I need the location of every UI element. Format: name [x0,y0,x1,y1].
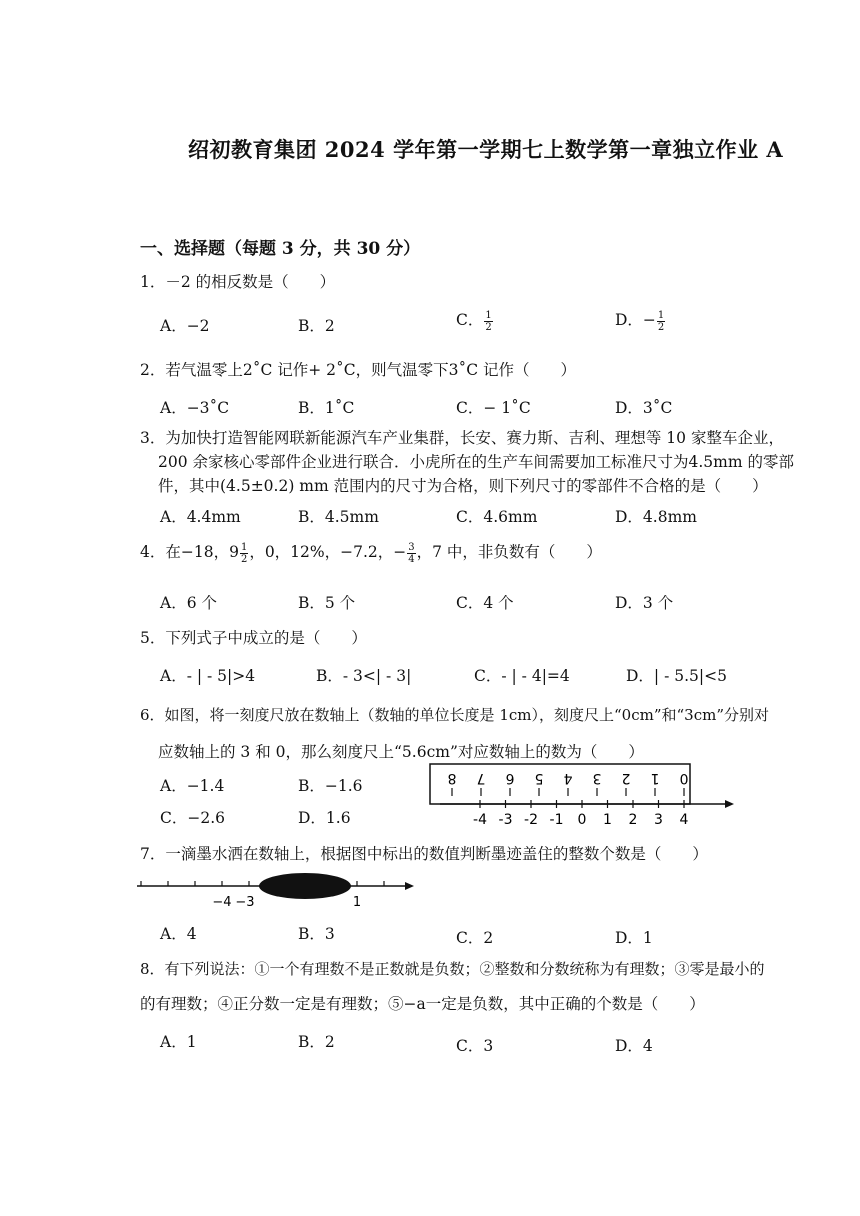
denominator: 2 [240,553,248,565]
ruler-label: 8 [447,770,457,786]
ruler-label: 4 [563,770,573,786]
ruler-label: 6 [505,770,515,786]
denominator: 2 [485,321,492,333]
axis-label-minus-3: −3 [235,895,255,910]
numerator: 1 [657,309,665,321]
question-1-option-d [615,308,666,333]
axis-label-minus-4: −4 [212,895,232,910]
question-8-line-2: 的有理数；④正分数一定是有理数；⑤−a一定是负数，其中正确的个数是（ ） [140,995,705,1013]
question-2-option-a: A．−3˚C [160,399,230,417]
axis-label: 4 [679,812,689,828]
ruler-label: 2 [621,770,631,786]
question-8-option-b: B．2 [298,1033,335,1051]
question-4-option-a: A．6 个 [160,594,217,612]
axis-label: 1 [603,812,612,828]
question-4-option-d: D．3 个 [615,594,674,612]
question-1-stem: 1．－2 的相反数是（ ） [140,273,336,291]
question-6-line-2: 应数轴上的 3 和 0，那么刻度尺上“5.6cm”对应数轴上的数为（ ） [158,743,644,761]
ruler-label: 7 [476,770,486,786]
numerator: 1 [485,309,492,321]
denominator: 2 [657,321,665,333]
axis-label: 2 [628,812,638,828]
question-5-option-b: B．- 3<| - 3| [316,667,412,685]
fraction [407,542,415,565]
question-6-option-b: B．−1.6 [298,777,363,795]
question-7-option-a: A．4 [160,925,197,943]
axis-label: -1 [549,812,564,828]
numerator: 1 [240,541,248,553]
page-title: 绍初教育集团 2024 学年第一学期七上数学第一章独立作业 A [188,137,784,162]
ruler-label: 0 [679,770,689,786]
question-2-option-d: D．3˚C [615,399,673,417]
denominator: 4 [408,553,415,565]
mixed-fraction [240,542,248,565]
question-7-stem: 7．一滴墨水洒在数轴上，根据图中标出的数值判断墨迹盖住的整数个数是（ ） [140,845,708,863]
fraction [484,310,492,333]
question-1-option-b: B．2 [298,317,335,335]
question-3-option-c: C．4.6mm [456,508,538,526]
ruler-label: 5 [534,770,544,786]
question-8-option-d: D．4 [615,1037,653,1055]
question-6-option-c: C．−2.6 [160,809,225,827]
ruler-label: 1 [650,770,660,786]
question-2-stem: 2．若气温零上2˚C 记作+ 2˚C，则气温零下3˚C 记作（ ） [140,361,577,379]
fraction [657,310,665,333]
ruler-number-line-figure [420,760,740,830]
question-8-line-1: 8．有下列说法：①一个有理数不是正数就是负数；②整数和分数统称为有理数；③零是最小的 [140,960,765,978]
question-8-option-c: C．3 [456,1037,494,1055]
stem-part: ，0，12%，−7.2，− [249,543,407,561]
arrow-head-icon [405,882,414,890]
axis-label-1: 1 [352,895,362,910]
question-5-option-d: D．| - 5.5|<5 [626,667,727,685]
question-8-option-a: A．1 [160,1033,197,1051]
question-3-line-3: 件，其中(4.5±0.2) mm 范围内的尺寸为合格，则下列尺寸的零部件不合格的是（ ） [158,477,768,495]
section-heading: 一、选择题（每题 3 分，共 30 分） [140,239,421,259]
ink-blot [259,873,351,899]
question-1-option-a: A．−2 [160,317,210,335]
question-5-option-a: A．- | - 5|>4 [160,667,256,685]
question-3-option-a: A．4.4mm [160,508,241,526]
axis-label: 0 [577,812,587,828]
question-3-option-b: B．4.5mm [298,508,379,526]
question-3-line-2: 200 余家核心零部件企业进行联合．小虎所在的生产车间需要加工标准尺寸为4.5mm 的零部 [158,453,794,471]
question-5-stem: 5．下列式子中成立的是（ ） [140,629,367,647]
question-2-option-c: C．− 1˚C [456,399,531,417]
question-7-option-b: B．3 [298,925,335,943]
question-3-option-d: D．4.8mm [615,508,697,526]
arrow-head-icon [725,800,734,808]
axis-label: -2 [524,812,538,828]
axis-label: 3 [654,812,663,828]
question-6-option-a: A．−1.4 [160,777,225,795]
question-2-option-b: B．1˚C [298,399,355,417]
ruler-label: 3 [592,770,602,786]
question-4-option-b: B．5 个 [298,594,356,612]
question-4-option-c: C．4 个 [456,594,514,612]
question-3-line-1: 3．为加快打造智能网联新能源汽车产业集群，长安、赛力斯、吉利、理想等 10 家整车企业， [140,429,784,447]
option-d-prefix: D．− [615,311,656,329]
question-5-option-c: C．- | - 4|=4 [474,667,570,685]
stem-part: ，7 中，非负数有（ ） [416,543,602,561]
question-6-option-d: D．1.6 [298,809,351,827]
axis-label: -3 [498,812,513,828]
numerator: 3 [408,541,415,553]
option-c-prefix: C． [456,311,484,329]
axis-label: -4 [473,812,487,828]
question-7-option-d: D．1 [615,929,653,947]
question-1-option-c [456,308,494,333]
question-6-line-1: 6．如图，将一刻度尺放在数轴上（数轴的单位长度是 1cm），刻度尺上“0cm”和“3cm”分别对 [140,706,769,724]
ruler-labels [448,770,689,786]
ruler-ticks [452,788,684,796]
question-4-stem [140,540,602,565]
question-7-option-c: C．2 [456,929,494,947]
ink-number-line-figure [135,868,415,912]
number-line-labels [473,812,689,828]
stem-part: 4．在−18，9 [140,543,239,561]
